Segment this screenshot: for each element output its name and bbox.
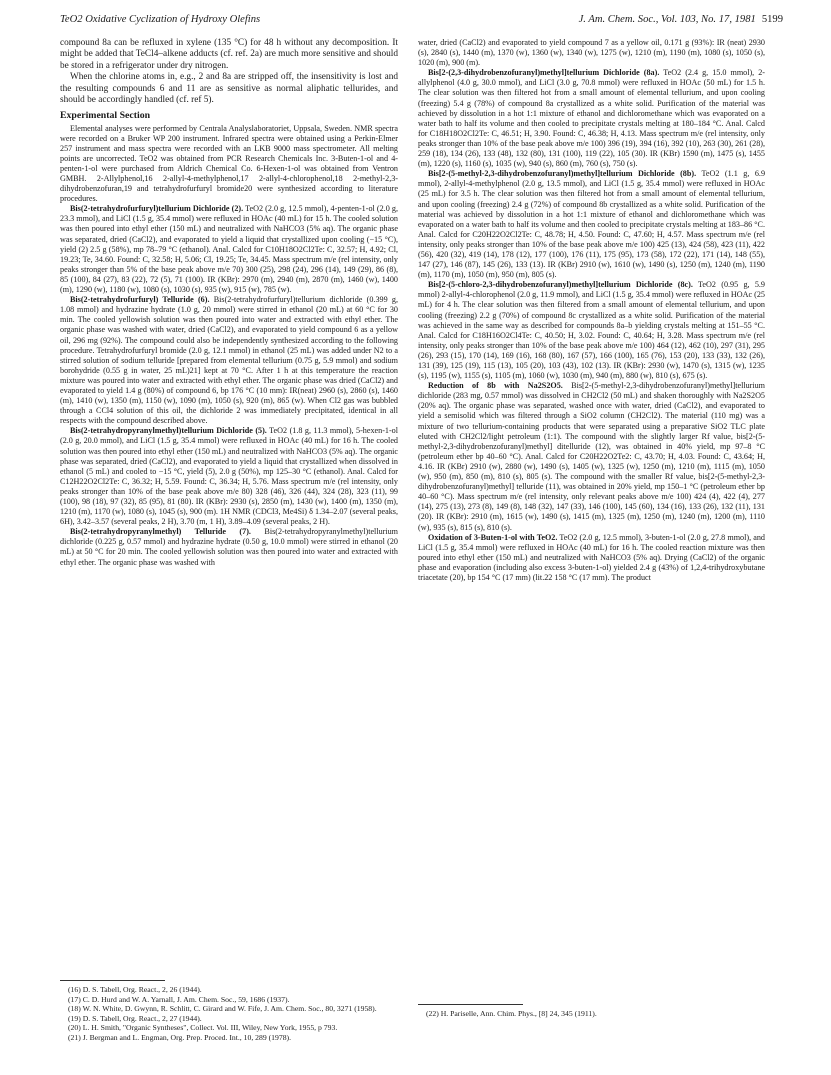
paragraph: compound 8a can be refluxed in xylene (135 °C) for 48 h without any decomposition. It might be added that TeCl4–alkene adducts (cf. ref. 2a) are much more sensitive and should be stored in a refrigerator under dry nitrogen.	[60, 38, 398, 71]
compound-title: Bis(2-tetrahydrofurfuryl)tellurium Dichloride (2).	[70, 204, 244, 214]
footnote: (21) J. Bergman and L. Engman, Org. Prep. Proced. Int., 10, 289 (1978).	[68, 1032, 292, 1042]
footnote: (20) L. H. Smith, "Organic Syntheses", Collect. Vol. III, Wiley, New York, 1955, p 793.	[68, 1023, 338, 1033]
procedure-paragraph	[60, 426, 398, 527]
footnote: (18) W. N. White, D. Gwynn, R. Schlitt, C. Girard and W. Fife, J. Am. Chem. Soc., 80, 3271 (1958).	[68, 1004, 377, 1014]
procedure-text: TeO2 (2.0 g, 12.5 mmol), 3-buten-1-ol (2.0 g, 27.8 mmol), and LiCl (1.5 g, 35.4 mmol) were refluxed in HOAc (40 mL) for 16 h. The cooled reaction mixture was then poured into ethyl ether (150 mL) and neutralized with NaHCO3 (5% aq). Drying (CaCl2) of the organic phase and evaporation (including also excess 3-buten-1-ol) yielded 2.4 g (43%) of 1,2,4-trihydroxybutane triacetate (20), bp 154 °C (17 mm) (lit.22 158 °C (17 mm). The product	[418, 532, 765, 582]
compound-title: Bis[2-(5-chloro-2,3-dihydrobenzofuranyl)methyl]tellurium Dichloride (8c).	[428, 280, 693, 290]
compound-title: Bis(2-tetrahydropyranylmethyl)tellurium Dichloride (5).	[70, 426, 267, 436]
compound-title: Bis[2-(2,3-dihydrobenzofuranyl)methyl]tellurium Dichloride (8a).	[428, 68, 660, 78]
compound-title: Reduction of 8b with Na2S2O5.	[428, 381, 563, 391]
compound-title: Bis[2-(5-methyl-2,3-dihydrobenzofuranyl)methyl]tellurium Dichloride (8b).	[428, 169, 697, 179]
procedure-paragraph	[418, 68, 765, 169]
procedure-paragraph	[418, 381, 765, 532]
procedure-text: TeO2 (1.8 g, 11.3 mmol), 5-hexen-1-ol (2.0 g, 20.0 mmol), and LiCl (1.5 g, 35.4 mmol) were refluxed in HOAc (40 mL) for 16 h. The cooled solution was then poured into ethyl ether (150 mL) and neutralized with NaHCO3 (5% aq). The organic phase was separated, dried (CaCl2), and evaporated to yield a liquid that crystallized when dissolved in ethanol (5 mL) and cooled to −15 °C, yield (5), 2.0 g (50%), mp 125–30 °C (ethanol). Anal. Calcd for C12H22O2Cl2Te: C, 36.32; H, 5.59. Found: C, 36.34; H, 5.76. Mass spectrum m/e (rel intensity, only peaks stronger than 10% of the base peak above m/e 80) 328 (46), 326 (44), 324 (28), 323 (11), 99 (100), 98 (18), 97 (32), 85 (95), 81 (80). IR (KBr): 2930 (s), 2850 (m), 1430 (w), 1400 (m), 1350 (m), 1210 (m), 1170 (w), 1080 (s), 1045 (s), 900 (m). 1H NMR (CDCl3, Me4Si) δ 1.34–2.07 (several peaks, 6H), 3.42–3.57 (several peaks, 2 H), 3.70 (m, 1 H), 3.89–4.09 (several peaks, 2 H).	[60, 426, 398, 527]
compound-title: Bis(2-tetrahydrofurfuryl) Telluride (6).	[70, 295, 210, 305]
page-number: 5199	[761, 14, 783, 25]
paragraph: Elemental analyses were performed by Centrala Analyslaboratoriet, Uppsala, Sweden. NMR spectra were recorded on a Bruker WP 200 instrument. Infrared spectra were obtained using a Perkin-Elmer 257 instrument and mass spectra were recorded with an LKB 9000 mass spectrometer. All melting points are uncorrected. TeO2 was obtained from PCR Research Chemicals Inc. 3-Buten-1-ol and 4-penten-1-ol were purchased from Aldrich Chemical Co. 6-Hexen-1-ol was obtained from Ventron GMBH. 2-Allylphenol,16 2-allyl-4-methylphenol,17 2-allyl-4-chlorophenol,18 2-methyl-2,3-dihydrobenzofuran,19 and tetrahydrofurfuryl bromide20 were synthesized according to literature procedures.	[60, 123, 398, 204]
footnotes-right	[418, 1009, 765, 1019]
procedure-text: Bis(2-tetrahydropyranylmethyl)tellurium dichloride (0.225 g, 0.57 mmol) and hydrazine hydrate (0.50 g, 10.0 mmol) were stirred in ethanol (20 mL) at 50 °C for 20 min. The cooled yellowish solution was then poured into water and extracted with ethyl ether. The organic phase was washed with	[60, 527, 398, 567]
compound-title: Oxidation of 3-Buten-1-ol with TeO2.	[428, 532, 558, 542]
running-title: TeO2 Oxidative Cyclization of Hydroxy Olefins	[60, 14, 261, 25]
conclusion-text	[60, 38, 398, 106]
footnote-divider	[60, 980, 165, 981]
compound-title: Bis(2-tetrahydropyranylmethyl) Telluride (7).	[70, 527, 251, 537]
procedure-text: TeO2 (0.95 g, 5.9 mmol) 2-allyl-4-chlorophenol (2.0 g, 11.9 mmol), and LiCl (1.5 g, 35.4 mmol) were refluxed in HOAc (25 mL) for 4 h. The clear solution was then filtered from a small amount of elemental tellurium, and upon cooling (freezing) 2.2 g (70%) of compound 8c crystallized as a white solid. Purification of the material was achieved in the same way as described for compounds 8a–b yielding crystals melting at 151–55 °C. Anal. Calcd for C18H16O2Cl4Te: C, 40.50; H, 3.02. Found: C, 40.64; H, 3.28. Mass spectrum m/e (rel intensity, only peaks stronger than 10% of the base peak above m/e 100) 464 (12), 462 (10), 297 (31), 295 (26), 293 (15), 170 (14), 169 (16), 168 (80), 167 (57), 166 (100), 165 (76), 153 (20), 133 (33), 132 (26), 131 (39), 125 (19), 115 (13), 105 (20), 103 (43), 102 (13). IR (KBr): 2930 (w), 1470 (s), 1315 (w), 1235 (s), 1195 (w), 1155 (s), 1105 (m), 1060 (w), 1030 (m), 940 (m), 880 (w), 810 (s), 675 (s).	[418, 280, 765, 381]
journal-citation	[579, 14, 783, 25]
procedure-text: Bis[2-(5-methyl-2,3-dihydrobenzofuranyl)methyl]tellurium dichloride (283 mg, 0.57 mmol) was dissolved in CH2Cl2 (50 mL) and shaken thoroughly with Na2S2O5 (20% aq). The organic phase was separated, washed once with water, dried (CaCl2), and evaporated to yield a semisolid which was filtered through a SiO2 column (CH2Cl2). The material (110 mg) was a mixture of two tellurium-containing products that were separated using a preparative SiO2 TLC plate eluted with CH2Cl2/light petroleum (1:1). The compound with the slightly larger Rf value, bis[2-(5-methyl-2,3-dihydrobenzofuranyl)methyl] ditelluride (12), was obtained in 40% yield, mp 97–8 °C (petroleum ether bp 40–60 °C). Anal. Calcd for C20H22O2Te2: C, 43.70; H, 4.03. Found: C, 43.64; H, 4.16. IR (KBr) 2910 (w), 2880 (w), 1490 (s), 1405 (w), 1325 (w), 1250 (m), 1210 (m), 1115 (m), 1050 (w), 950 (m), 850 (m), 810 (s), 805 (s). The compound with the smaller Rf value, bis[2-(5-methyl-2,3-dihydrobenzofuranyl)methyl] telluride (11), was obtained in 20% yield, mp 150–1 °C (petroleum ether bp 40–60 °C). Mass spectrum m/e (rel intensity, only relevant peaks above m/e 100) 424 (4), 422 (4), 277 (14), 275 (13), 273 (8), 149 (8), 148 (32), 147 (33), 146 (100), 145 (60), 134 (16), 133 (26), 132 (11), 131 (20). IR (KBr): 2910 (m), 1615 (w), 1490 (s), 1415 (m), 1325 (m), 1250 (m), 1240 (m), 1200 (m), 1110 (w), 935 (s), 815 (s), 810 (s).	[418, 381, 765, 532]
procedure-text: TeO2 (2.0 g, 12.5 mmol), 4-penten-1-ol (2.0 g, 23.3 mmol), and LiCl (1.5 g, 35.4 mmol) were refluxed in HOAc (40 mL) for 15 h. The cooled solution was then poured into ethyl ether (150 mL) and neutralized with NaHCO3 (5% aq). The organic phase was separated, dried (CaCl2), and evaporated to yield a liquid that crystallized upon cooling (−15 °C), yield (2) 2.5 g (58%), mp 78–79 °C (ethanol). Anal. Calcd for C10H18O2Cl2Te: C, 32.57; H, 4.92; Cl, 19.23; Te, 34.60. Found: C, 32.58; H, 5.06; Cl, 19.25; Te, 34.45. Mass spectrum m/e (rel intensity, only peaks stronger than 5% of the base peak above m/e 70) 300 (25), 298 (24), 296 (14), 149 (29), 86 (8), 85 (100), 84 (27), 83 (22), 72 (5), 71 (100). IR (KBr): 2970 (m), 2940 (m), 2870 (m), 1460 (w), 1400 (m), 1290 (w), 1180 (w), 1080 (s), 1030 (s), 935 (w), 915 (w), 785 (w).	[60, 204, 398, 295]
footnote: (16) D. S. Tabell, Org. React., 2, 26 (1944).	[68, 985, 202, 994]
footnote: (19) D. S. Tabell, Org. React., 2, 27 (1944).	[68, 1013, 202, 1023]
section-heading: Experimental Section	[60, 110, 151, 122]
footnote-divider	[418, 1004, 523, 1005]
procedure-text: Bis(2-tetrahydrofurfuryl)tellurium dichloride (0.399 g, 1.08 mmol) and hydrazine hydrate (1.0 g, 20 mmol) were stirred in ethanol (20 mL) at 60 °C for 30 min. The cooled yellowish solution was then poured into water and extracted with ethyl ether. The organic phase was washed with water, dried (CaCl2), and evaporated to yield compound 6 as a yellow oil, 296 mg (92%). The compound could also be independently synthesized according to the following procedure. Tetrahydrofurfuryl bromide (2.0 g, 12.1 mmol) in ethanol (25 mL) was added under N2 to a stirred solution of sodium telluride [prepared from elemental tellurium (0.75 g, 5.9 mmol) and sodium borohydride (0.55 g in water, 25 mL)21] kept at 70 °C. After 1 h at this temperature the reaction mixture was poured into water and extracted with ethyl ether. The organic phase was dried (CaCl2) and evaporated to yield 1.4 g (80%) of compound 6, bp 176 °C (10 mm): IR(neat) 2960 (s), 2860 (s), 1460 (m), 1410 (w), 1350 (m), 1150 (w), 1090 (m), 1050 (s), 920 (m), 865 (w). When Cl2 gas was bubbled through a CCl4 solution of this oil, the dichloride 2 was immediately precipitated, identical in all respects with the compound described above.	[60, 295, 398, 426]
procedure-paragraph	[60, 295, 398, 426]
footnote: (22) H. Pariselle, Ann. Chim. Phys., [8] 24, 345 (1911).	[426, 1009, 597, 1018]
procedure-paragraph	[418, 280, 765, 381]
right-column	[418, 38, 765, 583]
paragraph: water, dried (CaCl2) and evaporated to yield compound 7 as a yellow oil, 0.171 g (93%): IR (neat) 2930 (s), 2840 (s), 1440 (m), 1370 (w), 1360 (w), 1340 (w), 1275 (w), 1210 (m), 1190 (m), 1080 (s), 1050 (s), 1020 (m), 900 (m).	[418, 38, 765, 68]
procedure-text: TeO2 (1.1 g, 6.9 mmol), 2-allyl-4-methylphenol (2.0 g, 13.5 mmol), and LiCl (1.5 g, 35.4 mmol) were refluxed in HOAc (25 mL) for 3.5 h. The clear solution was then filtered hot from a small amount of elemental tellurium, and upon cooling (freezing) 2.4 g (72%) of compound 8b crystallized as a white solid. Purification of the material was achieved by dissolution in a hot 1:1 mixture of ethanol and dichloromethane which was evaporated on a water bath to half its volume and then cooled to precipitate crystals melting at 183–86 °C. Anal. Calcd for C20H22O2Cl2Te: C, 48.78; H, 4.50. Found: C, 47.60; H, 4.57. Mass spectrum m/e (rel intensity, only peaks stronger than 10% of the base peak above m/e 100) 425 (13), 424 (58), 423 (11), 422 (56), 420 (32), 419 (14), 178 (12), 177 (100), 176 (11), 175 (95), 173 (58), 172 (22), 171 (14), 148 (55), 147 (27), 146 (87), 145 (26), 133 (13). IR (KBr) 2910 (w), 1610 (w), 1490 (s), 1250 (m), 1240 (m), 1190 (m), 1170 (m), 1050 (m), 950 (m), 805 (s).	[418, 169, 766, 280]
left-column	[60, 38, 398, 568]
journal-reference: J. Am. Chem. Soc., Vol. 103, No. 17, 1981	[578, 14, 756, 25]
paragraph: When the chlorine atoms in, e.g., 2 and 8a are stripped off, the insensitivity is lost and the resulting compounds 6 and 11 are as sensitive as normal aliphatic tellurides, and should be accordingly handled (cf. ref 5).	[60, 72, 398, 106]
footnotes-left	[60, 985, 398, 1043]
running-head	[60, 14, 783, 32]
procedure-paragraph	[60, 527, 398, 567]
procedure-paragraph	[418, 169, 765, 280]
procedure-text: TeO2 (2.4 g, 15.0 mmol), 2-allylphenol (4.0 g, 30.0 mmol), and LiCl (3.0 g, 70.8 mmol) were refluxed in HOAc (50 mL) for 1.5 h. The clear solution was then filtered hot from a small amount of elemental tellurium, and upon cooling (freezing) 5.4 g (78%) of compound 8a crystallized as a white solid. Purification of the material was achieved by dissolution in a hot 1:1 mixture of ethanol and dichloromethane which was evaporated on a water bath to half its volume and then cooled to precipitate crystals melting at 180–184 °C. Anal. Calcd for C18H18O2Cl2Te: C, 46.51; H, 3.90. Found: C, 46.38; H, 4.13. Mass spectrum m/e (rel intensity, only peaks stronger than 10% of the base peak above m/e 100) 396 (19), 394 (16), 392 (10), 263 (30), 261 (28), 259 (18), 134 (26), 133 (48), 132 (80), 131 (100), 119 (22), 105 (30). IR (KBr) 1590 (m), 1475 (s), 1455 (m), 1220 (s), 1160 (s), 1035 (w), 940 (s), 860 (m), 760 (s), 750 (s).	[418, 68, 765, 169]
procedure-paragraph	[60, 204, 398, 295]
footnote: (17) C. D. Hurd and W. A. Yarnall, J. Am. Chem. Soc., 59, 1686 (1937).	[68, 994, 290, 1004]
procedure-paragraph	[418, 533, 765, 583]
